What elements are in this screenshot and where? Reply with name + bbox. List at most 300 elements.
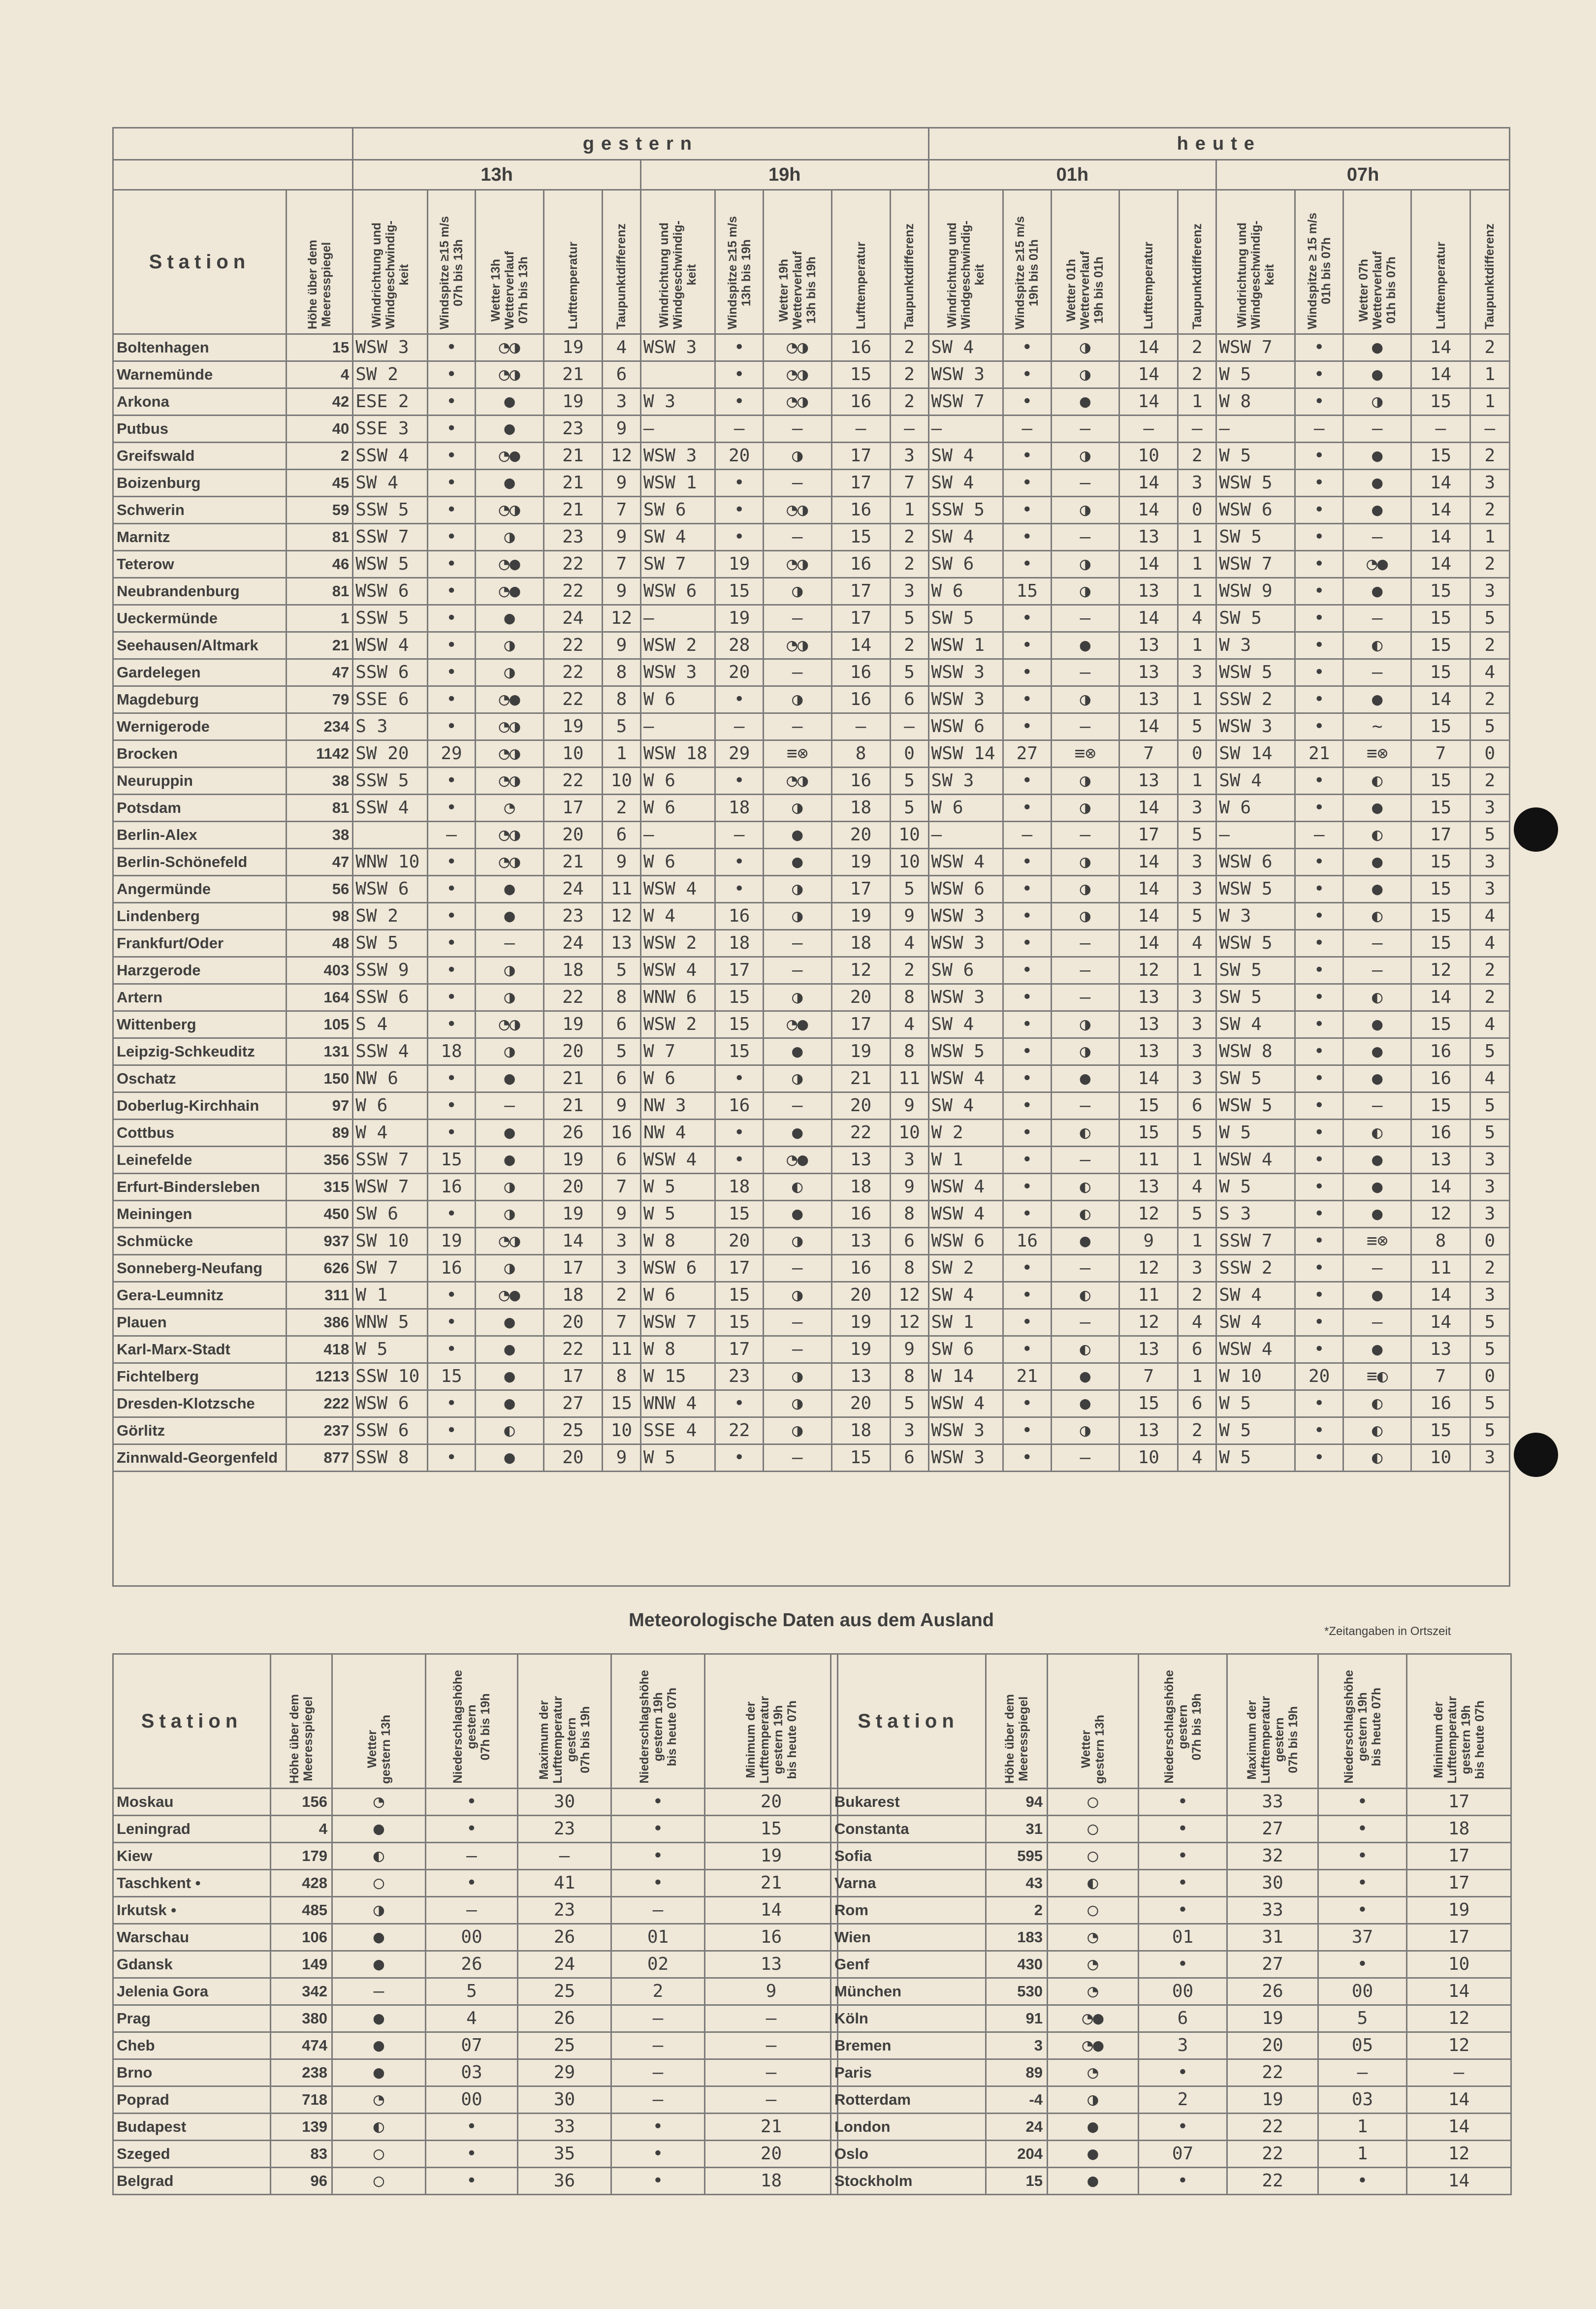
temp-cell: 12 bbox=[1119, 1255, 1178, 1282]
wind-cell: W 6 bbox=[1216, 795, 1295, 822]
column-header-sub13-1: Windspitze ≥15 m/s 07h bis 13h bbox=[427, 190, 475, 334]
dew-cell: 6 bbox=[1178, 1092, 1216, 1120]
weather-cell: ● bbox=[476, 1120, 544, 1147]
wind-cell: WSW 3 bbox=[353, 334, 428, 361]
temp-cell: 14 bbox=[1411, 1309, 1470, 1336]
peak-cell: • bbox=[1003, 849, 1051, 876]
dew-cell: 2 bbox=[890, 388, 928, 416]
wind-cell: W 2 bbox=[928, 1120, 1003, 1147]
station-altitude: 45 bbox=[286, 470, 352, 497]
value-cell: 14 bbox=[1407, 2086, 1511, 2114]
foreign-column-header-3: Niederschlagshöhe gestern 07h bis 19h bbox=[426, 1654, 518, 1789]
temp-cell: 9 bbox=[1119, 1228, 1178, 1255]
dew-cell: 5 bbox=[1470, 1417, 1509, 1444]
peak-cell: • bbox=[1295, 713, 1343, 740]
peak-cell: 15 bbox=[427, 1147, 475, 1174]
temp-cell: 14 bbox=[1411, 1174, 1470, 1201]
peak-cell: • bbox=[1295, 524, 1343, 551]
station-name: Fichtelberg bbox=[113, 1363, 287, 1390]
station-name: Rotterdam bbox=[831, 2086, 986, 2114]
value-cell: 20 bbox=[705, 2141, 838, 2168]
station-name: Brno bbox=[113, 2059, 271, 2086]
peak-cell: • bbox=[1003, 551, 1051, 578]
peak-cell: 19 bbox=[715, 551, 763, 578]
wind-cell: NW 3 bbox=[640, 1092, 715, 1120]
dew-cell: 1 bbox=[602, 740, 640, 768]
station-altitude: 234 bbox=[286, 713, 352, 740]
dew-cell: 5 bbox=[890, 768, 928, 795]
wind-cell: WSW 4 bbox=[928, 1174, 1003, 1201]
station-altitude: 56 bbox=[286, 876, 352, 903]
value-cell: • bbox=[1318, 1789, 1407, 1816]
weather-cell: ● bbox=[476, 388, 544, 416]
station-name: Zinnwald-Georgenfeld bbox=[113, 1444, 287, 1472]
dew-cell: 5 bbox=[1178, 713, 1216, 740]
value-cell: 5 bbox=[1318, 2005, 1407, 2032]
weather-cell: – bbox=[1343, 605, 1411, 632]
peak-cell: • bbox=[1295, 659, 1343, 686]
value-cell: • bbox=[1139, 2168, 1227, 2195]
weather-cell: ◔◑ bbox=[763, 334, 831, 361]
temp-cell: 15 bbox=[1119, 1390, 1178, 1417]
temp-cell: 21 bbox=[543, 497, 602, 524]
value-cell: 3 bbox=[1139, 2032, 1227, 2059]
station-altitude: 38 bbox=[286, 768, 352, 795]
peak-cell: • bbox=[1003, 984, 1051, 1011]
weather-cell: ● bbox=[1343, 334, 1411, 361]
table-row bbox=[113, 713, 1510, 740]
peak-cell: 15 bbox=[715, 1309, 763, 1336]
dew-cell: 15 bbox=[602, 1390, 640, 1417]
wind-cell: W 5 bbox=[1216, 361, 1295, 388]
dew-cell: 3 bbox=[1178, 795, 1216, 822]
weather-cell: ◐ bbox=[1343, 768, 1411, 795]
weather-cell: ● bbox=[763, 822, 831, 849]
column-header-sub01-0: Windrichtung und Windgeschwindig- keit bbox=[928, 190, 1003, 334]
wind-cell: SSW 4 bbox=[353, 1038, 428, 1065]
temp-cell: 16 bbox=[831, 497, 890, 524]
station-name: Oschatz bbox=[113, 1065, 287, 1092]
weather-cell: ◑ bbox=[763, 443, 831, 470]
wind-cell: WSW 3 bbox=[928, 1444, 1003, 1472]
wind-cell: W 3 bbox=[1216, 903, 1295, 930]
station-altitude: 626 bbox=[286, 1255, 352, 1282]
temp-cell: 16 bbox=[831, 1201, 890, 1228]
wind-cell: SW 5 bbox=[1216, 524, 1295, 551]
value-cell: 07 bbox=[1139, 2141, 1227, 2168]
dew-cell: 10 bbox=[890, 849, 928, 876]
wind-cell: W 5 bbox=[1216, 443, 1295, 470]
dew-cell: 7 bbox=[602, 1174, 640, 1201]
station-name: Schwerin bbox=[113, 497, 287, 524]
wind-cell: WSW 4 bbox=[353, 632, 428, 659]
peak-cell: • bbox=[1295, 1092, 1343, 1120]
value-cell: 26 bbox=[518, 2005, 611, 2032]
temp-cell: 15 bbox=[1411, 713, 1470, 740]
temp-cell: 15 bbox=[1411, 1011, 1470, 1038]
dew-cell: 5 bbox=[890, 605, 928, 632]
temp-cell: 17 bbox=[543, 1255, 602, 1282]
wind-cell: SSW 8 bbox=[353, 1444, 428, 1472]
peak-cell: 28 bbox=[715, 632, 763, 659]
temp-cell: 14 bbox=[1119, 903, 1178, 930]
table-row bbox=[113, 1174, 1510, 1201]
weather-cell: ◑ bbox=[1051, 497, 1119, 524]
value-cell: 26 bbox=[426, 1951, 518, 1978]
value-cell: 05 bbox=[1318, 2032, 1407, 2059]
table-row bbox=[831, 1789, 1511, 1816]
weather-cell: ● bbox=[1343, 470, 1411, 497]
dew-cell: 13 bbox=[602, 930, 640, 957]
peak-cell: • bbox=[1003, 1147, 1051, 1174]
wind-cell: WNW 4 bbox=[640, 1390, 715, 1417]
peak-cell: • bbox=[715, 876, 763, 903]
value-cell: 13 bbox=[705, 1951, 838, 1978]
dew-cell: 10 bbox=[602, 768, 640, 795]
peak-cell: • bbox=[715, 361, 763, 388]
wind-cell: WSW 5 bbox=[353, 551, 428, 578]
peak-cell: • bbox=[427, 1390, 475, 1417]
temp-cell: 13 bbox=[1119, 686, 1178, 713]
peak-cell: 16 bbox=[715, 1092, 763, 1120]
dew-cell: 6 bbox=[602, 1147, 640, 1174]
peak-cell: – bbox=[1003, 822, 1051, 849]
table-row bbox=[113, 1897, 838, 1924]
peak-cell: 21 bbox=[1003, 1363, 1051, 1390]
wind-cell: SW 1 bbox=[928, 1309, 1003, 1336]
weather-cell: – bbox=[763, 470, 831, 497]
value-cell: 22 bbox=[1227, 2141, 1318, 2168]
station-name: Sonneberg-Neufang bbox=[113, 1255, 287, 1282]
wind-cell: W 5 bbox=[1216, 1120, 1295, 1147]
station-altitude: 311 bbox=[286, 1282, 352, 1309]
peak-cell: • bbox=[1003, 388, 1051, 416]
temp-cell: 17 bbox=[831, 605, 890, 632]
temp-cell: 15 bbox=[1411, 1092, 1470, 1120]
wind-cell bbox=[353, 822, 428, 849]
dew-cell: 3 bbox=[1470, 1147, 1509, 1174]
weather-cell: ◐ bbox=[1051, 1120, 1119, 1147]
domestic-weather-table bbox=[112, 127, 1510, 1587]
dew-cell: 4 bbox=[1178, 1309, 1216, 1336]
dew-cell: 4 bbox=[602, 334, 640, 361]
weather-cell: ◔◑ bbox=[476, 822, 544, 849]
weather-cell: ◑ bbox=[763, 876, 831, 903]
value-cell: ● bbox=[1048, 2141, 1139, 2168]
wind-cell: WSW 6 bbox=[353, 876, 428, 903]
dew-cell: 8 bbox=[602, 659, 640, 686]
value-cell: 32 bbox=[1227, 1843, 1318, 1870]
station-name: Prag bbox=[113, 2005, 271, 2032]
weather-cell: ◔● bbox=[1343, 551, 1411, 578]
table-row bbox=[113, 497, 1510, 524]
peak-cell: 23 bbox=[715, 1363, 763, 1390]
peak-cell: • bbox=[427, 605, 475, 632]
peak-cell: • bbox=[427, 551, 475, 578]
value-cell: 00 bbox=[426, 1924, 518, 1951]
column-header-sub13-3: Lufttemperatur bbox=[543, 190, 602, 334]
peak-cell: 29 bbox=[715, 740, 763, 768]
weather-cell: ◐ bbox=[1343, 1390, 1411, 1417]
dew-cell: 7 bbox=[890, 470, 928, 497]
dew-cell: 2 bbox=[1470, 768, 1509, 795]
header-19h: 19h bbox=[640, 160, 928, 190]
peak-cell: • bbox=[1003, 497, 1051, 524]
weather-cell: ◐ bbox=[1343, 822, 1411, 849]
foreign-data-title: Meteorologische Daten aus dem Ausland bbox=[629, 1610, 994, 1631]
value-cell: • bbox=[426, 1870, 518, 1897]
weather-cell: ◑ bbox=[476, 984, 544, 1011]
wind-cell: SW 4 bbox=[928, 1011, 1003, 1038]
table-row bbox=[113, 1843, 838, 1870]
wind-cell: W 1 bbox=[353, 1282, 428, 1309]
temp-cell: 17 bbox=[1411, 822, 1470, 849]
punch-hole-bottom bbox=[1514, 1433, 1558, 1477]
peak-cell: • bbox=[1295, 876, 1343, 903]
station-altitude: 105 bbox=[286, 1011, 352, 1038]
temp-cell: 21 bbox=[543, 1092, 602, 1120]
weather-cell: ● bbox=[1343, 497, 1411, 524]
dew-cell: 1 bbox=[1470, 524, 1509, 551]
temp-cell: 18 bbox=[543, 1282, 602, 1309]
value-cell: • bbox=[426, 1789, 518, 1816]
station-name: Rom bbox=[831, 1897, 986, 1924]
table-row bbox=[113, 443, 1510, 470]
weather-cell: – bbox=[1343, 659, 1411, 686]
dew-cell: 3 bbox=[1470, 470, 1509, 497]
weather-cell: ~ bbox=[1343, 713, 1411, 740]
foreign-column-header-5: Niederschlagshöhe gestern 19h bis heute 07h bbox=[1318, 1654, 1407, 1789]
peak-cell: 29 bbox=[427, 740, 475, 768]
table-row bbox=[113, 1011, 1510, 1038]
value-cell: ● bbox=[332, 1951, 426, 1978]
station-altitude: 89 bbox=[286, 1120, 352, 1147]
temp-cell: 18 bbox=[831, 930, 890, 957]
value-cell: 17 bbox=[1407, 1843, 1511, 1870]
value-cell: 21 bbox=[705, 1870, 838, 1897]
weather-cell: ● bbox=[476, 1309, 544, 1336]
value-cell: 10 bbox=[1407, 1951, 1511, 1978]
station-name: Boizenburg bbox=[113, 470, 287, 497]
peak-cell: • bbox=[1003, 659, 1051, 686]
dew-cell: 3 bbox=[890, 1417, 928, 1444]
value-cell: • bbox=[1139, 1789, 1227, 1816]
station-name: Ueckermünde bbox=[113, 605, 287, 632]
temp-cell: 14 bbox=[1119, 388, 1178, 416]
weather-cell: ◐ bbox=[476, 1417, 544, 1444]
value-cell: 41 bbox=[518, 1870, 611, 1897]
temp-cell: 14 bbox=[1411, 984, 1470, 1011]
value-cell: 26 bbox=[1227, 1978, 1318, 2005]
dew-cell: 3 bbox=[1470, 1282, 1509, 1309]
dew-cell: 4 bbox=[1470, 659, 1509, 686]
value-cell: 21 bbox=[705, 2114, 838, 2141]
peak-cell: • bbox=[715, 1120, 763, 1147]
value-cell: ○ bbox=[332, 2168, 426, 2195]
wind-cell: W 5 bbox=[1216, 1390, 1295, 1417]
dew-cell: 1 bbox=[1178, 957, 1216, 984]
weather-cell: ◐ bbox=[1343, 903, 1411, 930]
value-cell: 01 bbox=[1139, 1924, 1227, 1951]
wind-cell: W 8 bbox=[1216, 388, 1295, 416]
weather-cell: – bbox=[1343, 1092, 1411, 1120]
dew-cell: 3 bbox=[1178, 1011, 1216, 1038]
weather-cell: – bbox=[1051, 605, 1119, 632]
peak-cell: • bbox=[715, 1147, 763, 1174]
temp-cell: 10 bbox=[1411, 1444, 1470, 1472]
weather-cell: ● bbox=[476, 903, 544, 930]
temp-cell: 25 bbox=[543, 1417, 602, 1444]
temp-cell: 14 bbox=[1411, 551, 1470, 578]
dew-cell: 4 bbox=[1178, 605, 1216, 632]
weather-cell: ● bbox=[476, 1363, 544, 1390]
peak-cell: • bbox=[427, 1444, 475, 1472]
temp-cell: 22 bbox=[543, 632, 602, 659]
weather-cell: ◔◑ bbox=[476, 361, 544, 388]
wind-cell: – bbox=[640, 605, 715, 632]
value-cell: 19 bbox=[705, 1843, 838, 1870]
peak-cell: 17 bbox=[715, 1255, 763, 1282]
peak-cell: • bbox=[1295, 388, 1343, 416]
temp-cell: 19 bbox=[543, 388, 602, 416]
station-name: Jelenia Gora bbox=[113, 1978, 271, 2005]
temp-cell: 17 bbox=[831, 443, 890, 470]
value-cell: ◔ bbox=[1048, 1978, 1139, 2005]
peak-cell: 20 bbox=[715, 443, 763, 470]
value-cell: ○ bbox=[1048, 1843, 1139, 1870]
wind-cell: W 4 bbox=[353, 1120, 428, 1147]
peak-cell: • bbox=[427, 713, 475, 740]
wind-cell: WSW 3 bbox=[640, 443, 715, 470]
dew-cell: 1 bbox=[890, 497, 928, 524]
value-cell: 02 bbox=[611, 1951, 705, 1978]
peak-cell: • bbox=[715, 470, 763, 497]
dew-cell: 2 bbox=[602, 795, 640, 822]
wind-cell: SSW 4 bbox=[353, 443, 428, 470]
temp-cell: 17 bbox=[831, 578, 890, 605]
wind-cell: SW 4 bbox=[1216, 768, 1295, 795]
table-row bbox=[113, 632, 1510, 659]
weather-cell: ◐ bbox=[1343, 1417, 1411, 1444]
header-07h: 07h bbox=[1216, 160, 1510, 190]
temp-cell: 15 bbox=[831, 1444, 890, 1472]
temp-cell: 12 bbox=[1411, 1201, 1470, 1228]
column-header-sub01-3: Lufttemperatur bbox=[1119, 190, 1178, 334]
peak-cell: • bbox=[1003, 1336, 1051, 1363]
station-name: Brocken bbox=[113, 740, 287, 768]
table-row bbox=[113, 1282, 1510, 1309]
peak-cell: • bbox=[1295, 1255, 1343, 1282]
wind-cell: WSW 5 bbox=[928, 1038, 1003, 1065]
temp-cell: 13 bbox=[831, 1228, 890, 1255]
dew-cell: 2 bbox=[890, 524, 928, 551]
weather-cell: – bbox=[1051, 957, 1119, 984]
dew-cell: 8 bbox=[602, 1363, 640, 1390]
table-row bbox=[831, 2059, 1511, 2086]
station-altitude: 530 bbox=[986, 1978, 1048, 2005]
peak-cell: • bbox=[1295, 1120, 1343, 1147]
temp-cell: 22 bbox=[543, 1336, 602, 1363]
temp-cell: 15 bbox=[1411, 578, 1470, 605]
weather-cell: – bbox=[1051, 984, 1119, 1011]
dew-cell: – bbox=[890, 416, 928, 443]
peak-cell: • bbox=[1295, 1174, 1343, 1201]
weather-cell: ● bbox=[1343, 1201, 1411, 1228]
table-row bbox=[113, 1816, 838, 1843]
table-row bbox=[113, 849, 1510, 876]
station-name: Gardelegen bbox=[113, 659, 287, 686]
station-altitude: 59 bbox=[286, 497, 352, 524]
weather-cell: ● bbox=[476, 1444, 544, 1472]
temp-cell: 20 bbox=[543, 1174, 602, 1201]
weather-cell: – bbox=[1051, 470, 1119, 497]
wind-cell: – bbox=[640, 416, 715, 443]
value-cell: 17 bbox=[1407, 1924, 1511, 1951]
wind-cell: W 5 bbox=[1216, 1444, 1295, 1472]
peak-cell: • bbox=[1295, 361, 1343, 388]
peak-cell: • bbox=[1295, 1336, 1343, 1363]
temp-cell: 20 bbox=[543, 1038, 602, 1065]
wind-cell: SW 2 bbox=[353, 361, 428, 388]
dew-cell: 9 bbox=[602, 470, 640, 497]
temp-cell: 20 bbox=[831, 1092, 890, 1120]
temp-cell: 15 bbox=[1411, 849, 1470, 876]
dew-cell: 6 bbox=[1178, 1390, 1216, 1417]
temp-cell: 21 bbox=[543, 470, 602, 497]
value-cell: • bbox=[1139, 2059, 1227, 2086]
peak-cell: • bbox=[1003, 443, 1051, 470]
dew-cell: 9 bbox=[890, 1092, 928, 1120]
station-altitude: 315 bbox=[286, 1174, 352, 1201]
temp-cell: 15 bbox=[1411, 632, 1470, 659]
wind-cell: WSW 1 bbox=[640, 470, 715, 497]
dew-cell: 9 bbox=[602, 578, 640, 605]
peak-cell: 18 bbox=[715, 1174, 763, 1201]
value-cell: 33 bbox=[1227, 1897, 1318, 1924]
station-name: Schmücke bbox=[113, 1228, 287, 1255]
weather-cell: – bbox=[763, 930, 831, 957]
table-row bbox=[831, 2086, 1511, 2114]
wind-cell: W 3 bbox=[1216, 632, 1295, 659]
weather-cell: ≡⊗ bbox=[1343, 740, 1411, 768]
dew-cell: 3 bbox=[1178, 1038, 1216, 1065]
dew-cell: 2 bbox=[1178, 334, 1216, 361]
temp-cell: 14 bbox=[1411, 497, 1470, 524]
peak-cell: • bbox=[1295, 605, 1343, 632]
station-altitude: 15 bbox=[986, 2168, 1048, 2195]
foreign-column-header-2: Wetter gestern 13h bbox=[332, 1654, 426, 1789]
value-cell: ◔ bbox=[1048, 1924, 1139, 1951]
station-altitude: 83 bbox=[271, 2141, 332, 2168]
table-row bbox=[113, 1201, 1510, 1228]
peak-cell: • bbox=[1003, 1092, 1051, 1120]
dew-cell: 12 bbox=[602, 443, 640, 470]
dew-cell: 5 bbox=[1470, 1309, 1509, 1336]
wind-cell: – bbox=[928, 416, 1003, 443]
weather-cell: ◐ bbox=[1051, 1174, 1119, 1201]
dew-cell: 3 bbox=[1470, 1174, 1509, 1201]
temp-cell: 10 bbox=[1119, 443, 1178, 470]
value-cell: ◐ bbox=[332, 1843, 426, 1870]
dew-cell: 4 bbox=[890, 1011, 928, 1038]
temp-cell: 13 bbox=[1119, 984, 1178, 1011]
peak-cell: • bbox=[1295, 984, 1343, 1011]
dew-cell: 9 bbox=[602, 1201, 640, 1228]
value-cell: • bbox=[426, 1816, 518, 1843]
wind-cell: WSW 2 bbox=[640, 930, 715, 957]
column-header-sub13-4: Taupunktdifferenz bbox=[602, 190, 640, 334]
value-cell: – bbox=[611, 1897, 705, 1924]
